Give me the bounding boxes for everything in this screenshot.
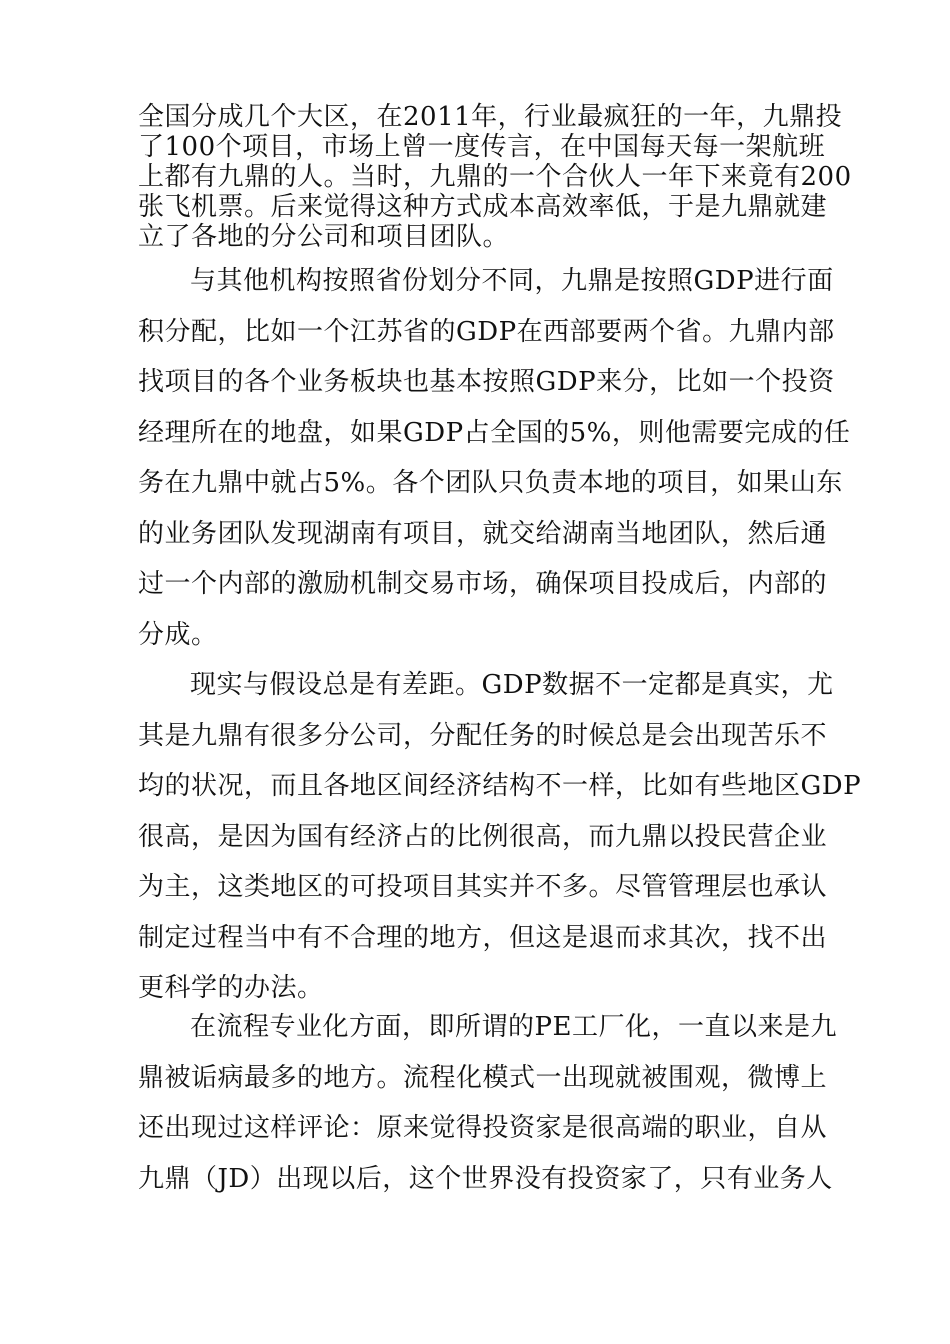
text-line: 更科学的办法。 (138, 973, 324, 1003)
text-line: 在流程专业化方面，即所谓的PE工厂化，一直以来是九 (190, 1012, 837, 1042)
text-line: 务在九鼎中就占5%。各个团队只负责本地的项目，如果山东 (138, 468, 843, 498)
text-line: 张飞机票。后来觉得这种方式成本高效率低，于是九鼎就建 (138, 192, 828, 222)
text-line: 上都有九鼎的人。当时，九鼎的一个合伙人一年下来竟有200 (138, 162, 852, 192)
text-line: 其是九鼎有很多分公司，分配任务的时候总是会出现苦乐不 (138, 720, 828, 751)
text-line: 鼎被诟病最多的地方。流程化模式一出现就被围观，微博上 (138, 1062, 828, 1093)
paragraph-2 (138, 256, 851, 660)
text-line: 了100个项目，市场上曾一度传言，在中国每天每一架航班 (138, 132, 826, 162)
paragraph-3 (138, 660, 862, 1014)
text-line: 经理所在的地盘，如果GDP占全国的5%，则他需要完成的任 (138, 417, 851, 448)
text-line: 全国分成几个大区，在2011年，行业最疯狂的一年，九鼎投 (138, 102, 843, 132)
text-line: 的业务团队发现湖南有项目，就交给湖南当地团队，然后通 (138, 518, 828, 549)
text-line: 九鼎（JD）出现以后，这个世界没有投资家了，只有业务人 (138, 1163, 833, 1194)
paragraph-4 (138, 1002, 837, 1204)
text-line: 制定过程当中有不合理的地方，但这是退而求其次，找不出 (138, 922, 828, 953)
text-line: 积分配，比如一个江苏省的GDP在西部要两个省。九鼎内部 (138, 316, 835, 347)
text-line: 找项目的各个业务板块也基本按照GDP来分，比如一个投资 (138, 367, 835, 397)
text-line: 均的状况，而且各地区间经济结构不一样，比如有些地区GDP (138, 771, 862, 801)
text-line: 分成。 (138, 619, 218, 650)
text-line: 为主，这类地区的可投项目其实并不多。尽管管理层也承认 (138, 872, 828, 902)
text-line: 还出现过这样评论：原来觉得投资家是很高端的职业，自从 (138, 1113, 828, 1143)
text-line: 过一个内部的激励机制交易市场，确保项目投成后，内部的 (138, 569, 828, 599)
text-line: 很高，是因为国有经济占的比例很高，而九鼎以投民营企业 (138, 821, 828, 852)
text-line: 与其他机构按照省份划分不同，九鼎是按照GDP进行面 (190, 266, 834, 296)
text-line: 立了各地的分公司和项目团队。 (138, 222, 510, 252)
text-line: 现实与假设总是有差距。GDP数据不一定都是真实，尤 (190, 670, 834, 700)
paragraph-1 (138, 102, 852, 252)
